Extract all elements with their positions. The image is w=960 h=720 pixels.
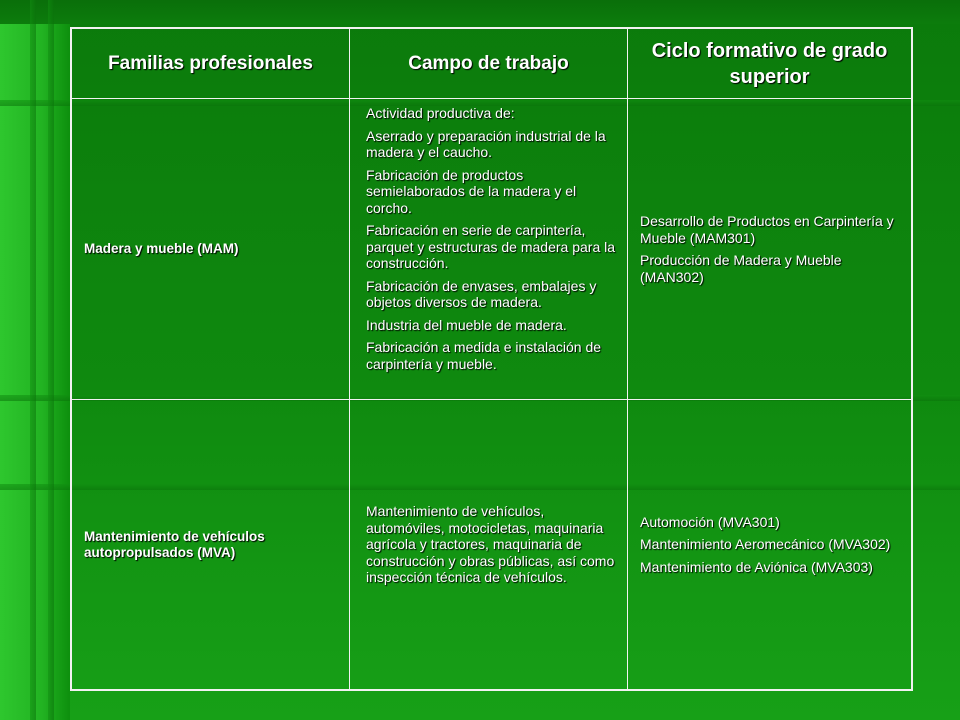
familia-cell: [72, 99, 350, 400]
ciclo-line: Mantenimiento de Aviónica (MVA303): [640, 558, 873, 575]
background-stripe: [48, 0, 54, 720]
background-stripe: [30, 0, 36, 720]
familia-label: Madera y mueble (MAM): [84, 241, 239, 256]
campo-line: Fabricación a medida e instalación de carpintería y mueble.: [366, 339, 602, 372]
header-familias: Familias profesionales: [72, 29, 350, 99]
background-top-band: [0, 0, 960, 24]
campo-line: Fabricación de envases, embalajes y objetos diversos de madera.: [366, 277, 597, 310]
ciclo-line: Desarrollo de Productos en Carpintería y Mueble (MAM301): [640, 213, 894, 246]
ciclo-cell: [628, 400, 911, 689]
campo-line: Fabricación en serie de carpintería, parquet y estructuras de madera para la construcción.: [366, 222, 616, 271]
campo-cell: [350, 400, 628, 689]
campo-cell: [350, 99, 628, 400]
ciclo-line: Mantenimiento Aeromecánico (MVA302): [640, 536, 891, 553]
campo-line: Aserrado y preparación industrial de la madera y el caucho.: [366, 127, 606, 160]
campo-line: Industria del mueble de madera.: [366, 316, 567, 333]
ciclo-line: Automoción (MVA301): [640, 513, 780, 530]
familia-cell: [72, 400, 350, 689]
familia-label: Mantenimiento de vehículos autopropulsados (MVA): [84, 528, 265, 560]
campo-line: Actividad productiva de:: [366, 105, 515, 121]
header-campo: Campo de trabajo: [350, 29, 628, 99]
campo-line: Fabricación de productos semielaborados de la madera y el corcho.: [366, 166, 577, 216]
ciclo-line: Producción de Madera y Mueble (MAN302): [640, 252, 842, 285]
ciclo-cell: [628, 99, 911, 400]
families-table: [70, 27, 913, 691]
campo-line: Mantenimiento de vehículos, automóviles, motocicletas, maquinaria agrícola y tractores, maquinaria de construcción y obras públicas, así como inspección técnica de vehículos.: [366, 503, 615, 586]
header-ciclo: Ciclo formativo de grado superior: [628, 29, 911, 99]
